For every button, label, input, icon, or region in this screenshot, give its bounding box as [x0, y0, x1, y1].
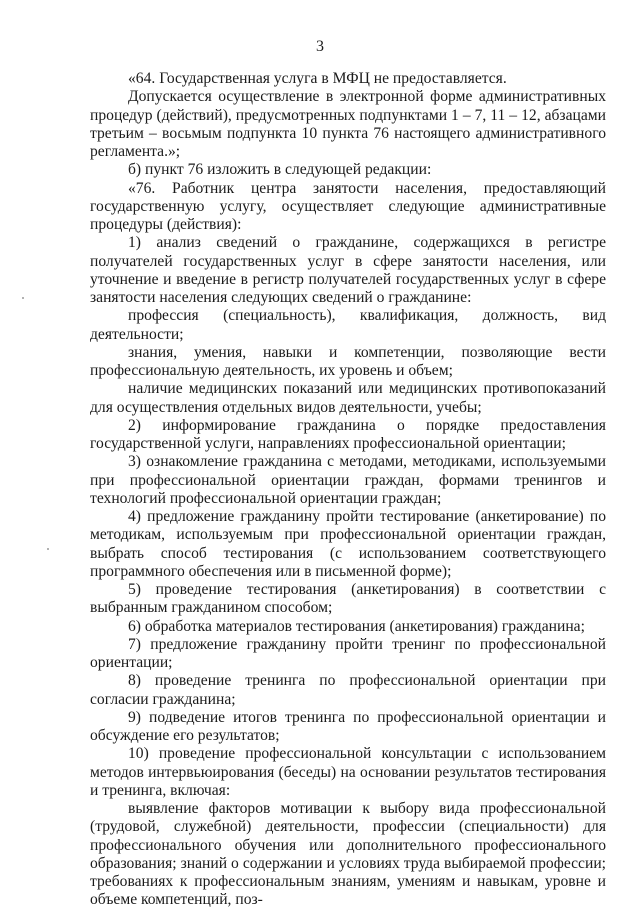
list-subitem-knowledge: знания, умения, навыки и компетенции, позволяющие вести профессиональную деятельность, их уровень и объем; [90, 343, 606, 379]
list-item-8: 8) проведение тренинга по профессиональной ориентации при согласии гражданина; [90, 672, 606, 708]
list-subitem-profession: профессия (специальность), квалификация, должность, вид деятельности; [90, 307, 606, 343]
paragraph-amendment-b: б) пункт 76 изложить в следующей редакции: [128, 161, 432, 179]
paragraph-76: «76. Работник центра занятости населения, предоставляющий государственную услугу, осуществляет следующие административные процедуры (действия): [90, 179, 606, 233]
list-item-5: 5) проведение тестирования (анкетирования) в соответствии с выбранным гражданином способом; [90, 581, 606, 617]
list-item-2: 2) информирование гражданина о порядке предоставления государственной услуги, направлениях профессиональной ориентации; [90, 416, 606, 452]
list-subitem-medical: наличие медицинских показаний или медицинских противопоказаний для осуществления отдельных видов деятельности, учебы; [90, 380, 606, 416]
list-item-1: 1) анализ сведений о гражданине, содержащихся в регистре получателей государственных услуг в сфере занятости населения, или уточнение и введение в регистр получателей государственных услуг в сфере занятости населения следующих сведений о гражданине: [90, 234, 606, 306]
page-number: 3 [316, 38, 324, 55]
document-body [90, 70, 606, 910]
list-item-3: 3) ознакомление гражданина с методами, методиками, используемыми при профессиональной ориентации граждан, формами тренингов и технологий профессиональной ориентации граждан; [90, 453, 606, 507]
paragraph-64: «64. Государственная услуга в МФЦ не предоставляется. [128, 70, 507, 87]
scan-speck [22, 297, 24, 299]
list-item-10: 10) проведение профессиональной консультации с использованием методов интервьюирования (беседы) на основании результатов тестирования и тренинга, включая: [90, 745, 606, 799]
list-item-7: 7) предложение гражданину пройти тренинг по профессиональной ориентации; [90, 635, 606, 671]
list-item-4: 4) предложение гражданину пройти тестирование (анкетирование) по методикам, используемым при профессиональной ориентации граждан, выбрать способ тестирования (с использованием соответствующего программного обеспечения или в письменной форме); [90, 508, 606, 580]
scan-speck [47, 548, 49, 550]
list-subitem-motivation: выявление факторов мотивации к выбору вида профессиональной (трудовой, служебной) деятельности, профессии (специальности) для профессионального обучения или дополнительного профессионального образования; знаний о содержании и условиях труда выбираемой профессии; требованиях к профессиональным знаниям, умениям и навыкам, уровне и объеме компетенций, поз- [90, 800, 606, 909]
list-item-6: 6) обработка материалов тестирования (анкетирования) гражданина; [128, 617, 585, 635]
paragraph-electronic-form: Допускается осуществление в электронной форме административных процедур (действий), предусмотренных подпунктами 1 – 7, 11 – 12, абзацами третьим – восьмым подпункта 10 пункта 76 настоящего административного регламента.»; [90, 88, 606, 160]
list-item-9: 9) подведение итогов тренинга по профессиональной ориентации и обсуждение его результатов; [90, 708, 606, 744]
